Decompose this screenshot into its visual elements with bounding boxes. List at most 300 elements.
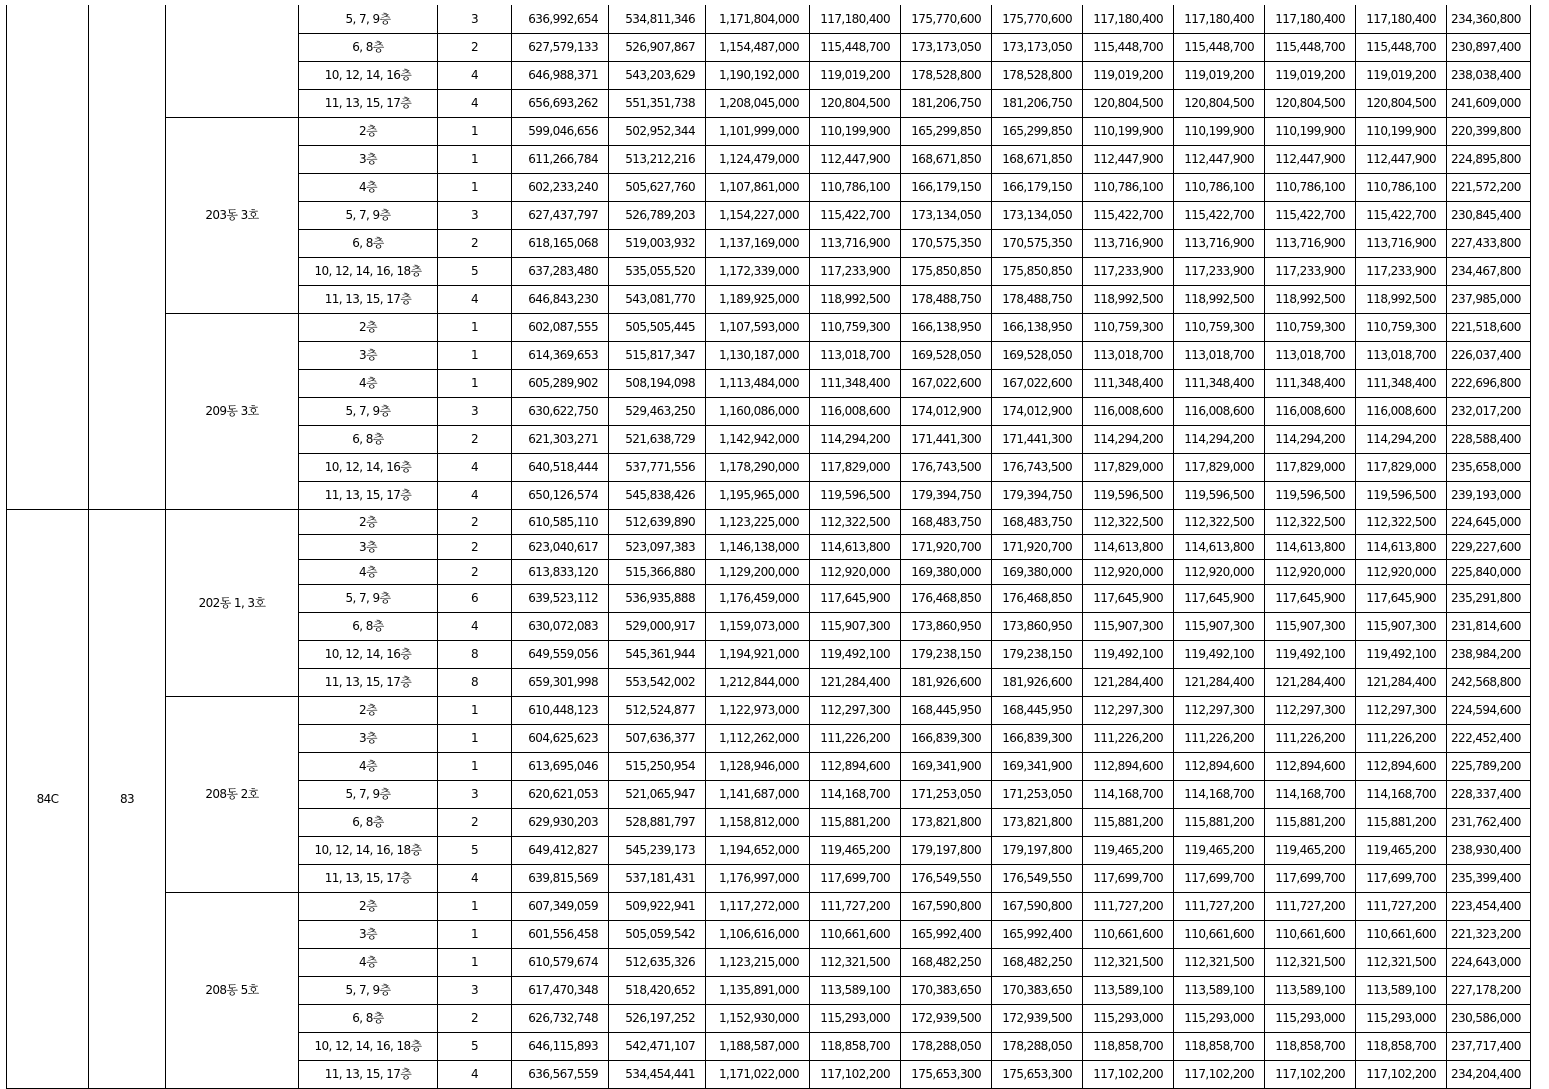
interim-6-cell: 113,018,700 bbox=[1356, 341, 1447, 369]
interim-5-cell: 119,465,200 bbox=[1265, 836, 1356, 864]
contract-deposit-cell: 114,168,700 bbox=[810, 780, 901, 808]
contract-deposit-cell: 117,699,700 bbox=[810, 864, 901, 892]
balance-cell: 238,930,400 bbox=[1447, 836, 1531, 864]
count-cell: 1 bbox=[438, 892, 512, 920]
interim-3-cell: 121,284,400 bbox=[1083, 668, 1174, 696]
building-price-cell: 509,922,941 bbox=[609, 892, 706, 920]
contract-deposit-cell: 115,422,700 bbox=[810, 201, 901, 229]
interim-6-cell: 110,759,300 bbox=[1356, 313, 1447, 341]
land-price-cell: 620,621,053 bbox=[512, 780, 609, 808]
interim-2-cell: 173,173,050 bbox=[992, 33, 1083, 61]
count-cell: 2 bbox=[438, 229, 512, 257]
interim-4-cell: 119,019,200 bbox=[1174, 61, 1265, 89]
interim-4-cell: 114,613,800 bbox=[1174, 534, 1265, 559]
land-price-cell: 599,046,656 bbox=[512, 117, 609, 145]
interim-4-cell: 118,858,700 bbox=[1174, 1032, 1265, 1060]
land-price-cell: 636,567,559 bbox=[512, 1060, 609, 1088]
interim-6-cell: 119,596,500 bbox=[1356, 481, 1447, 509]
balance-cell: 234,467,800 bbox=[1447, 257, 1531, 285]
floor-cell: 2층 bbox=[299, 509, 438, 534]
balance-cell: 227,433,800 bbox=[1447, 229, 1531, 257]
floor-cell: 3층 bbox=[299, 341, 438, 369]
total-price-cell: 1,190,192,000 bbox=[706, 61, 810, 89]
interim-4-cell: 117,829,000 bbox=[1174, 453, 1265, 481]
balance-cell: 237,717,400 bbox=[1447, 1032, 1531, 1060]
interim-3-cell: 119,465,200 bbox=[1083, 836, 1174, 864]
land-price-cell: 611,266,784 bbox=[512, 145, 609, 173]
interim-2-cell: 174,012,900 bbox=[992, 397, 1083, 425]
balance-cell: 238,984,200 bbox=[1447, 640, 1531, 668]
interim-4-cell: 112,297,300 bbox=[1174, 696, 1265, 724]
table-row bbox=[7, 313, 1531, 341]
balance-cell: 224,645,000 bbox=[1447, 509, 1531, 534]
balance-cell: 229,227,600 bbox=[1447, 534, 1531, 559]
floor-cell: 2층 bbox=[299, 313, 438, 341]
floor-cell: 10, 12, 14, 16, 18층 bbox=[299, 1032, 438, 1060]
floor-cell: 11, 13, 15, 17층 bbox=[299, 89, 438, 117]
land-price-cell: 613,695,046 bbox=[512, 752, 609, 780]
land-price-cell: 627,437,797 bbox=[512, 201, 609, 229]
interim-4-cell: 119,492,100 bbox=[1174, 640, 1265, 668]
balance-cell: 226,037,400 bbox=[1447, 341, 1531, 369]
unit-cell: 209동 3호 bbox=[166, 313, 299, 509]
interim-3-cell: 110,759,300 bbox=[1083, 313, 1174, 341]
interim-2-cell: 181,926,600 bbox=[992, 668, 1083, 696]
interim-5-cell: 118,858,700 bbox=[1265, 1032, 1356, 1060]
land-price-cell: 626,732,748 bbox=[512, 1004, 609, 1032]
building-price-cell: 528,881,797 bbox=[609, 808, 706, 836]
unit-cell bbox=[166, 5, 299, 117]
floor-cell: 3층 bbox=[299, 724, 438, 752]
total-price-cell: 1,208,045,000 bbox=[706, 89, 810, 117]
building-price-cell: 521,638,729 bbox=[609, 425, 706, 453]
building-price-cell: 512,524,877 bbox=[609, 696, 706, 724]
interim-6-cell: 115,881,200 bbox=[1356, 808, 1447, 836]
total-price-cell: 1,171,804,000 bbox=[706, 5, 810, 33]
contract-deposit-cell: 112,321,500 bbox=[810, 948, 901, 976]
land-price-cell: 656,693,262 bbox=[512, 89, 609, 117]
interim-4-cell: 117,699,700 bbox=[1174, 864, 1265, 892]
balance-cell: 221,518,600 bbox=[1447, 313, 1531, 341]
price-table bbox=[6, 5, 1531, 1089]
interim-4-cell: 113,018,700 bbox=[1174, 341, 1265, 369]
floor-cell: 10, 12, 14, 16, 18층 bbox=[299, 257, 438, 285]
contract-deposit-cell: 119,465,200 bbox=[810, 836, 901, 864]
floor-cell: 10, 12, 14, 16층 bbox=[299, 640, 438, 668]
land-price-cell: 604,625,623 bbox=[512, 724, 609, 752]
interim-6-cell: 111,727,200 bbox=[1356, 892, 1447, 920]
land-price-cell: 610,585,110 bbox=[512, 509, 609, 534]
interim-3-cell: 114,294,200 bbox=[1083, 425, 1174, 453]
interim-6-cell: 118,858,700 bbox=[1356, 1032, 1447, 1060]
total-price-cell: 1,154,227,000 bbox=[706, 201, 810, 229]
total-price-cell: 1,107,861,000 bbox=[706, 173, 810, 201]
interim-6-cell: 112,447,900 bbox=[1356, 145, 1447, 173]
interim-5-cell: 111,348,400 bbox=[1265, 369, 1356, 397]
interim-4-cell: 112,321,500 bbox=[1174, 948, 1265, 976]
total-price-cell: 1,146,138,000 bbox=[706, 534, 810, 559]
total-price-cell: 1,129,200,000 bbox=[706, 559, 810, 584]
floor-cell: 10, 12, 14, 16층 bbox=[299, 453, 438, 481]
land-price-cell: 636,992,654 bbox=[512, 5, 609, 33]
interim-4-cell: 115,422,700 bbox=[1174, 201, 1265, 229]
unit-cell: 208동 2호 bbox=[166, 696, 299, 892]
balance-cell: 230,845,400 bbox=[1447, 201, 1531, 229]
interim-4-cell: 117,645,900 bbox=[1174, 584, 1265, 612]
interim-1-cell: 181,206,750 bbox=[901, 89, 992, 117]
interim-1-cell: 173,821,800 bbox=[901, 808, 992, 836]
interim-3-cell: 117,180,400 bbox=[1083, 5, 1174, 33]
interim-6-cell: 110,661,600 bbox=[1356, 920, 1447, 948]
total-price-cell: 1,123,215,000 bbox=[706, 948, 810, 976]
interim-1-cell: 179,394,750 bbox=[901, 481, 992, 509]
building-price-cell: 535,055,520 bbox=[609, 257, 706, 285]
interim-6-cell: 114,168,700 bbox=[1356, 780, 1447, 808]
contract-deposit-cell: 110,759,300 bbox=[810, 313, 901, 341]
interim-2-cell: 178,528,800 bbox=[992, 61, 1083, 89]
total-price-cell: 1,123,225,000 bbox=[706, 509, 810, 534]
interim-3-cell: 115,448,700 bbox=[1083, 33, 1174, 61]
count-cell: 3 bbox=[438, 5, 512, 33]
land-price-cell: 659,301,998 bbox=[512, 668, 609, 696]
floor-cell: 5, 7, 9층 bbox=[299, 5, 438, 33]
contract-deposit-cell: 113,018,700 bbox=[810, 341, 901, 369]
building-price-cell: 551,351,738 bbox=[609, 89, 706, 117]
contract-deposit-cell: 112,920,000 bbox=[810, 559, 901, 584]
interim-4-cell: 117,233,900 bbox=[1174, 257, 1265, 285]
balance-cell: 232,017,200 bbox=[1447, 397, 1531, 425]
interim-6-cell: 118,992,500 bbox=[1356, 285, 1447, 313]
interim-5-cell: 117,233,900 bbox=[1265, 257, 1356, 285]
floor-cell: 6, 8층 bbox=[299, 33, 438, 61]
interim-2-cell: 168,483,750 bbox=[992, 509, 1083, 534]
table-row bbox=[7, 5, 1531, 33]
balance-cell: 238,038,400 bbox=[1447, 61, 1531, 89]
interim-5-cell: 119,596,500 bbox=[1265, 481, 1356, 509]
interim-1-cell: 168,482,250 bbox=[901, 948, 992, 976]
count-cell: 1 bbox=[438, 696, 512, 724]
interim-5-cell: 119,019,200 bbox=[1265, 61, 1356, 89]
interim-5-cell: 117,829,000 bbox=[1265, 453, 1356, 481]
building-price-cell: 529,463,250 bbox=[609, 397, 706, 425]
land-price-cell: 613,833,120 bbox=[512, 559, 609, 584]
interim-6-cell: 115,907,300 bbox=[1356, 612, 1447, 640]
building-price-cell: 545,838,426 bbox=[609, 481, 706, 509]
interim-4-cell: 110,199,900 bbox=[1174, 117, 1265, 145]
total-price-cell: 1,135,891,000 bbox=[706, 976, 810, 1004]
interim-6-cell: 114,294,200 bbox=[1356, 425, 1447, 453]
interim-4-cell: 110,759,300 bbox=[1174, 313, 1265, 341]
contract-deposit-cell: 111,727,200 bbox=[810, 892, 901, 920]
interim-3-cell: 110,661,600 bbox=[1083, 920, 1174, 948]
floor-cell: 5, 7, 9층 bbox=[299, 976, 438, 1004]
interim-5-cell: 113,716,900 bbox=[1265, 229, 1356, 257]
building-price-cell: 513,212,216 bbox=[609, 145, 706, 173]
floor-cell: 11, 13, 15, 17층 bbox=[299, 1060, 438, 1088]
floor-cell: 6, 8층 bbox=[299, 1004, 438, 1032]
interim-6-cell: 117,645,900 bbox=[1356, 584, 1447, 612]
interim-5-cell: 115,448,700 bbox=[1265, 33, 1356, 61]
interim-3-cell: 117,699,700 bbox=[1083, 864, 1174, 892]
balance-cell: 235,399,400 bbox=[1447, 864, 1531, 892]
building-price-cell: 529,000,917 bbox=[609, 612, 706, 640]
interim-5-cell: 121,284,400 bbox=[1265, 668, 1356, 696]
floor-cell: 6, 8층 bbox=[299, 612, 438, 640]
count-cell: 4 bbox=[438, 285, 512, 313]
interim-6-cell: 112,920,000 bbox=[1356, 559, 1447, 584]
floor-cell: 5, 7, 9층 bbox=[299, 584, 438, 612]
balance-cell: 235,291,800 bbox=[1447, 584, 1531, 612]
interim-4-cell: 117,102,200 bbox=[1174, 1060, 1265, 1088]
contract-deposit-cell: 115,907,300 bbox=[810, 612, 901, 640]
interim-5-cell: 112,447,900 bbox=[1265, 145, 1356, 173]
contract-deposit-cell: 115,881,200 bbox=[810, 808, 901, 836]
interim-5-cell: 118,992,500 bbox=[1265, 285, 1356, 313]
interim-6-cell: 117,829,000 bbox=[1356, 453, 1447, 481]
interim-1-cell: 168,445,950 bbox=[901, 696, 992, 724]
interim-4-cell: 116,008,600 bbox=[1174, 397, 1265, 425]
interim-3-cell: 117,645,900 bbox=[1083, 584, 1174, 612]
interim-5-cell: 114,168,700 bbox=[1265, 780, 1356, 808]
contract-deposit-cell: 119,492,100 bbox=[810, 640, 901, 668]
interim-2-cell: 176,743,500 bbox=[992, 453, 1083, 481]
floor-cell: 2층 bbox=[299, 892, 438, 920]
building-price-cell: 543,081,770 bbox=[609, 285, 706, 313]
interim-5-cell: 117,102,200 bbox=[1265, 1060, 1356, 1088]
floor-cell: 4층 bbox=[299, 559, 438, 584]
price-table-body bbox=[7, 5, 1531, 1088]
land-price-cell: 646,988,371 bbox=[512, 61, 609, 89]
interim-2-cell: 171,441,300 bbox=[992, 425, 1083, 453]
count-cell: 4 bbox=[438, 864, 512, 892]
area-cell: 83 bbox=[89, 509, 166, 1088]
interim-2-cell: 179,238,150 bbox=[992, 640, 1083, 668]
floor-cell: 6, 8층 bbox=[299, 229, 438, 257]
interim-2-cell: 170,383,650 bbox=[992, 976, 1083, 1004]
interim-3-cell: 115,881,200 bbox=[1083, 808, 1174, 836]
count-cell: 1 bbox=[438, 117, 512, 145]
table-row bbox=[7, 117, 1531, 145]
interim-5-cell: 111,727,200 bbox=[1265, 892, 1356, 920]
count-cell: 1 bbox=[438, 724, 512, 752]
total-price-cell: 1,122,973,000 bbox=[706, 696, 810, 724]
interim-6-cell: 121,284,400 bbox=[1356, 668, 1447, 696]
interim-3-cell: 115,422,700 bbox=[1083, 201, 1174, 229]
land-price-cell: 601,556,458 bbox=[512, 920, 609, 948]
interim-2-cell: 167,590,800 bbox=[992, 892, 1083, 920]
interim-5-cell: 115,293,000 bbox=[1265, 1004, 1356, 1032]
interim-4-cell: 115,293,000 bbox=[1174, 1004, 1265, 1032]
building-price-cell: 512,639,890 bbox=[609, 509, 706, 534]
interim-3-cell: 112,894,600 bbox=[1083, 752, 1174, 780]
interim-3-cell: 114,168,700 bbox=[1083, 780, 1174, 808]
count-cell: 1 bbox=[438, 752, 512, 780]
interim-1-cell: 168,671,850 bbox=[901, 145, 992, 173]
interim-4-cell: 121,284,400 bbox=[1174, 668, 1265, 696]
balance-cell: 227,178,200 bbox=[1447, 976, 1531, 1004]
contract-deposit-cell: 119,596,500 bbox=[810, 481, 901, 509]
contract-deposit-cell: 110,199,900 bbox=[810, 117, 901, 145]
land-price-cell: 617,470,348 bbox=[512, 976, 609, 1004]
balance-cell: 230,897,400 bbox=[1447, 33, 1531, 61]
contract-deposit-cell: 117,829,000 bbox=[810, 453, 901, 481]
land-price-cell: 614,369,653 bbox=[512, 341, 609, 369]
interim-1-cell: 176,549,550 bbox=[901, 864, 992, 892]
count-cell: 6 bbox=[438, 584, 512, 612]
land-price-cell: 602,233,240 bbox=[512, 173, 609, 201]
interim-1-cell: 179,197,800 bbox=[901, 836, 992, 864]
floor-cell: 11, 13, 15, 17층 bbox=[299, 668, 438, 696]
interim-5-cell: 111,226,200 bbox=[1265, 724, 1356, 752]
interim-2-cell: 169,341,900 bbox=[992, 752, 1083, 780]
land-price-cell: 607,349,059 bbox=[512, 892, 609, 920]
interim-5-cell: 117,645,900 bbox=[1265, 584, 1356, 612]
building-price-cell: 523,097,383 bbox=[609, 534, 706, 559]
floor-cell: 5, 7, 9층 bbox=[299, 201, 438, 229]
interim-6-cell: 119,019,200 bbox=[1356, 61, 1447, 89]
land-price-cell: 649,412,827 bbox=[512, 836, 609, 864]
interim-2-cell: 165,992,400 bbox=[992, 920, 1083, 948]
total-price-cell: 1,160,086,000 bbox=[706, 397, 810, 425]
total-price-cell: 1,154,487,000 bbox=[706, 33, 810, 61]
balance-cell: 242,568,800 bbox=[1447, 668, 1531, 696]
balance-cell: 221,572,200 bbox=[1447, 173, 1531, 201]
floor-cell: 2층 bbox=[299, 117, 438, 145]
interim-1-cell: 178,488,750 bbox=[901, 285, 992, 313]
balance-cell: 234,204,400 bbox=[1447, 1060, 1531, 1088]
contract-deposit-cell: 113,589,100 bbox=[810, 976, 901, 1004]
total-price-cell: 1,113,484,000 bbox=[706, 369, 810, 397]
interim-6-cell: 119,465,200 bbox=[1356, 836, 1447, 864]
floor-cell: 3층 bbox=[299, 920, 438, 948]
interim-6-cell: 117,699,700 bbox=[1356, 864, 1447, 892]
balance-cell: 228,337,400 bbox=[1447, 780, 1531, 808]
interim-5-cell: 114,294,200 bbox=[1265, 425, 1356, 453]
balance-cell: 224,643,000 bbox=[1447, 948, 1531, 976]
interim-2-cell: 179,394,750 bbox=[992, 481, 1083, 509]
total-price-cell: 1,176,459,000 bbox=[706, 584, 810, 612]
table-row bbox=[7, 696, 1531, 724]
building-price-cell: 508,194,098 bbox=[609, 369, 706, 397]
contract-deposit-cell: 115,293,000 bbox=[810, 1004, 901, 1032]
total-price-cell: 1,188,587,000 bbox=[706, 1032, 810, 1060]
interim-5-cell: 112,894,600 bbox=[1265, 752, 1356, 780]
interim-3-cell: 114,613,800 bbox=[1083, 534, 1174, 559]
type-cell bbox=[7, 5, 89, 509]
interim-3-cell: 118,858,700 bbox=[1083, 1032, 1174, 1060]
interim-3-cell: 119,596,500 bbox=[1083, 481, 1174, 509]
floor-cell: 5, 7, 9층 bbox=[299, 780, 438, 808]
count-cell: 2 bbox=[438, 534, 512, 559]
contract-deposit-cell: 110,661,600 bbox=[810, 920, 901, 948]
interim-3-cell: 115,293,000 bbox=[1083, 1004, 1174, 1032]
interim-1-cell: 178,288,050 bbox=[901, 1032, 992, 1060]
land-price-cell: 610,579,674 bbox=[512, 948, 609, 976]
interim-4-cell: 115,448,700 bbox=[1174, 33, 1265, 61]
building-price-cell: 519,003,932 bbox=[609, 229, 706, 257]
interim-4-cell: 114,168,700 bbox=[1174, 780, 1265, 808]
interim-6-cell: 112,321,500 bbox=[1356, 948, 1447, 976]
interim-6-cell: 115,422,700 bbox=[1356, 201, 1447, 229]
interim-2-cell: 165,299,850 bbox=[992, 117, 1083, 145]
building-price-cell: 526,907,867 bbox=[609, 33, 706, 61]
building-price-cell: 512,635,326 bbox=[609, 948, 706, 976]
floor-cell: 10, 12, 14, 16층 bbox=[299, 61, 438, 89]
interim-2-cell: 169,528,050 bbox=[992, 341, 1083, 369]
interim-1-cell: 169,528,050 bbox=[901, 341, 992, 369]
interim-5-cell: 110,661,600 bbox=[1265, 920, 1356, 948]
interim-1-cell: 173,173,050 bbox=[901, 33, 992, 61]
unit-cell: 202동 1, 3호 bbox=[166, 509, 299, 696]
interim-3-cell: 117,233,900 bbox=[1083, 257, 1174, 285]
interim-2-cell: 173,134,050 bbox=[992, 201, 1083, 229]
interim-5-cell: 115,907,300 bbox=[1265, 612, 1356, 640]
building-price-cell: 518,420,652 bbox=[609, 976, 706, 1004]
interim-6-cell: 112,297,300 bbox=[1356, 696, 1447, 724]
land-price-cell: 650,126,574 bbox=[512, 481, 609, 509]
land-price-cell: 602,087,555 bbox=[512, 313, 609, 341]
total-price-cell: 1,142,942,000 bbox=[706, 425, 810, 453]
interim-6-cell: 112,894,600 bbox=[1356, 752, 1447, 780]
balance-cell: 224,594,600 bbox=[1447, 696, 1531, 724]
interim-4-cell: 110,786,100 bbox=[1174, 173, 1265, 201]
total-price-cell: 1,171,022,000 bbox=[706, 1060, 810, 1088]
building-price-cell: 505,059,542 bbox=[609, 920, 706, 948]
total-price-cell: 1,106,616,000 bbox=[706, 920, 810, 948]
count-cell: 3 bbox=[438, 976, 512, 1004]
total-price-cell: 1,159,073,000 bbox=[706, 612, 810, 640]
interim-6-cell: 117,233,900 bbox=[1356, 257, 1447, 285]
balance-cell: 223,454,400 bbox=[1447, 892, 1531, 920]
interim-1-cell: 176,743,500 bbox=[901, 453, 992, 481]
land-price-cell: 639,523,112 bbox=[512, 584, 609, 612]
total-price-cell: 1,176,997,000 bbox=[706, 864, 810, 892]
count-cell: 4 bbox=[438, 612, 512, 640]
interim-2-cell: 181,206,750 bbox=[992, 89, 1083, 117]
interim-1-cell: 166,138,950 bbox=[901, 313, 992, 341]
building-price-cell: 505,505,445 bbox=[609, 313, 706, 341]
interim-6-cell: 113,716,900 bbox=[1356, 229, 1447, 257]
interim-1-cell: 175,850,850 bbox=[901, 257, 992, 285]
interim-5-cell: 116,008,600 bbox=[1265, 397, 1356, 425]
interim-1-cell: 175,653,300 bbox=[901, 1060, 992, 1088]
floor-cell: 11, 13, 15, 17층 bbox=[299, 864, 438, 892]
interim-4-cell: 112,894,600 bbox=[1174, 752, 1265, 780]
interim-1-cell: 165,992,400 bbox=[901, 920, 992, 948]
interim-6-cell: 110,199,900 bbox=[1356, 117, 1447, 145]
interim-2-cell: 167,022,600 bbox=[992, 369, 1083, 397]
building-price-cell: 526,789,203 bbox=[609, 201, 706, 229]
floor-cell: 6, 8층 bbox=[299, 808, 438, 836]
land-price-cell: 627,579,133 bbox=[512, 33, 609, 61]
interim-4-cell: 114,294,200 bbox=[1174, 425, 1265, 453]
interim-2-cell: 175,850,850 bbox=[992, 257, 1083, 285]
floor-cell: 11, 13, 15, 17층 bbox=[299, 481, 438, 509]
interim-1-cell: 166,179,150 bbox=[901, 173, 992, 201]
interim-2-cell: 171,920,700 bbox=[992, 534, 1083, 559]
contract-deposit-cell: 117,180,400 bbox=[810, 5, 901, 33]
contract-deposit-cell: 117,645,900 bbox=[810, 584, 901, 612]
interim-2-cell: 166,138,950 bbox=[992, 313, 1083, 341]
count-cell: 4 bbox=[438, 453, 512, 481]
interim-1-cell: 170,383,650 bbox=[901, 976, 992, 1004]
interim-6-cell: 119,492,100 bbox=[1356, 640, 1447, 668]
interim-1-cell: 174,012,900 bbox=[901, 397, 992, 425]
count-cell: 1 bbox=[438, 369, 512, 397]
interim-1-cell: 176,468,850 bbox=[901, 584, 992, 612]
interim-5-cell: 110,759,300 bbox=[1265, 313, 1356, 341]
count-cell: 5 bbox=[438, 1032, 512, 1060]
